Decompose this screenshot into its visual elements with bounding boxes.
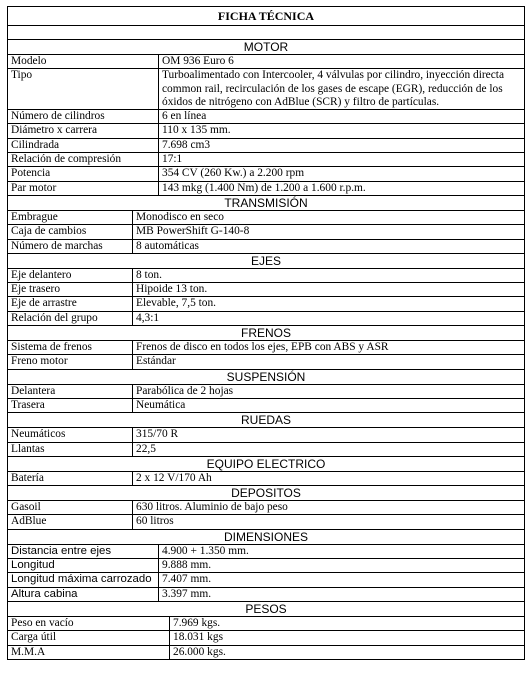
spec-row [8,544,524,558]
spec-label: Distancia entre ejes [8,545,159,558]
spec-value: 6 en línea [162,110,207,123]
section-title: TRANSMISIÓN [224,195,308,210]
spec-row [8,239,524,253]
spec-label: Tipo [8,69,159,109]
spec-label: Modelo [8,55,159,68]
spec-row [8,340,524,354]
spec-label: Potencia [8,167,159,180]
spec-value: Hipoide 13 ton. [136,283,208,296]
spec-row [8,616,524,630]
section-header-ruedas [8,412,524,427]
spec-value: 143 mkg (1.400 Nm) de 1.200 a 1.600 r.p.m. [162,181,366,194]
spec-value: 630 litros. Aluminio de bajo peso [136,501,288,514]
section-header-depositos [8,485,524,500]
section-header-transmision [8,195,524,210]
spec-value: 26.000 kgs. [173,645,226,658]
section-title: FRENOS [240,326,291,341]
spec-value: 18.031 kgs [173,631,223,644]
spec-value: Frenos de disco en todos los ejes, EPB con ABS y ASR [136,341,389,354]
spec-label: Relación de compresión [8,153,159,166]
spec-label: Caja de cambios [8,225,133,238]
spec-label: Eje delantero [8,269,133,282]
spec-row [8,68,524,109]
spec-row [8,152,524,166]
spec-label: Altura cabina [8,588,159,601]
spec-label: Llantas [8,443,133,456]
spec-row [8,500,524,514]
spec-value: 315/70 R [136,428,179,441]
ficha-tecnica-table [7,6,525,660]
section-title: SUSPENSIÓN [226,369,306,384]
spec-label: Número de cilindros [8,110,159,123]
spec-label: Embrague [8,211,133,224]
spec-row [8,354,524,368]
section-header-motor [8,39,524,54]
section-header-frenos [8,325,524,340]
table-title-row [8,7,524,25]
spec-row [8,296,524,310]
spec-row [8,558,524,572]
section-title: MOTOR [243,40,289,54]
spec-label: Carga útil [8,631,170,644]
spec-label: Longitud [8,559,159,572]
spec-row [8,54,524,68]
spec-value: 7.969 kgs. [173,616,221,629]
spec-label: Freno motor [8,355,133,368]
spec-label: Trasera [8,399,133,412]
spec-value: 3.397 mm. [162,587,212,600]
spec-value: MB PowerShift G-140-8 [136,225,250,238]
spec-label: Cilindrada [8,139,159,152]
spec-row [8,587,524,601]
spec-row [8,138,524,152]
spec-value: 2 x 12 V/170 Ah [136,471,212,484]
spec-value: 354 CV (260 Kw.) a 2.200 rpm [162,167,305,180]
spec-row [8,181,524,195]
spec-row [8,123,524,137]
section-header-suspension [8,369,524,384]
spec-value: OM 936 Euro 6 [162,55,234,67]
section-title: EQUIPO ELECTRICO [206,456,326,471]
section-header-dimensiones [8,529,524,544]
spec-label: M.M.A [8,646,170,659]
spec-row [8,645,524,659]
spec-label: AdBlue [8,515,133,528]
spec-row [8,572,524,586]
spec-row [8,630,524,644]
spec-value: 8 ton. [136,268,162,281]
spec-row [8,109,524,123]
spec-row [8,282,524,296]
section-title: DIMENSIONES [223,529,308,544]
spec-label: Longitud máxima carrozado [8,573,159,586]
section-title: DEPOSITOS [231,486,301,501]
spec-value: 60 litros [136,515,174,528]
spec-label: Peso en vacío [8,617,170,630]
section-header-equipo-electrico [8,456,524,471]
spec-value: 17:1 [162,153,183,166]
spec-value: Neumática [136,398,186,411]
spec-label: Neumáticos [8,428,133,441]
spec-row [8,311,524,325]
spec-row [8,166,524,180]
spec-label: Delantera [8,385,133,398]
spec-value: 4.900 + 1.350 mm. [162,544,249,557]
spec-value: Parabólica de 2 hojas [136,384,234,397]
section-title: PESOS [245,601,287,616]
spec-value: Turboalimentado con Intercooler, 4 válvulas por cilindro, inyección directa common rail, recirculación de los gases de escape (EGR), reducción de los óxidos de nitrógeno con AdBlue (SCR) y filtro de partículas. [162,69,505,108]
spec-label: Gasoil [8,501,133,514]
spec-row [8,210,524,224]
table-title: FICHA TÉCNICA [217,9,315,23]
spec-row [8,384,524,398]
spec-row [8,471,524,485]
spec-value: 4,3:1 [136,311,160,324]
spec-row [8,442,524,456]
spec-row [8,514,524,528]
spec-value: 110 x 135 mm. [162,124,231,137]
spec-value: 9.888 mm. [162,559,212,572]
spacer-row [8,25,524,39]
spec-value: 7.698 cm3 [162,138,211,151]
spec-label: Batería [8,472,133,485]
spec-label: Eje trasero [8,283,133,296]
spec-value: 8 automáticas [136,239,199,252]
spec-label: Par motor [8,182,159,195]
spec-value: 7.407 mm. [162,573,212,586]
section-header-ejes [8,253,524,268]
section-header-pesos [8,601,524,616]
spec-row [8,224,524,238]
section-title: RUEDAS [240,413,291,428]
section-title: EJES [250,253,281,268]
spec-label: Número de marchas [8,240,133,253]
spec-label: Eje de arrastre [8,297,133,310]
spec-row [8,268,524,282]
spec-value: 22,5 [136,442,156,455]
spec-row [8,427,524,441]
spec-label: Diámetro x carrera [8,124,159,137]
spec-value: Elevable, 7,5 ton. [136,297,217,310]
spec-value: Estándar [136,355,176,368]
spec-row [8,398,524,412]
spec-value: Monodisco en seco [136,210,224,223]
spec-label: Relación del grupo [8,312,133,325]
spec-label: Sistema de frenos [8,341,133,354]
